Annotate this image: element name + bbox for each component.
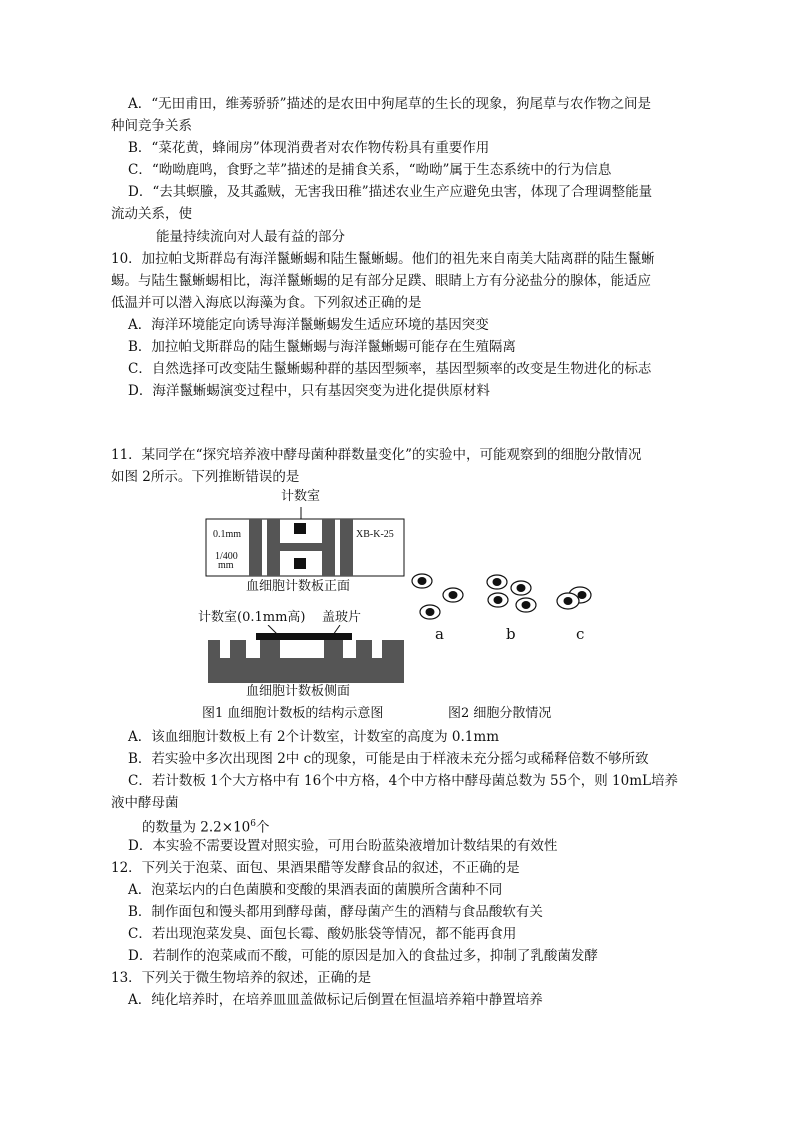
q11-option-c-line3 xyxy=(142,815,270,837)
q9-option-d-line1: D．“去其螟螣，及其蟊贼，无害我田稚”描述农业生产应避免虫害，体现了合理调整能量 xyxy=(128,184,653,200)
q10-option-d: D．海洋鬣蜥蜴演变过程中，只有基因突变为进化提供原材料 xyxy=(128,383,490,399)
q10-option-b: B．加拉帕戈斯群岛的陆生鬣蜥蜴与海洋鬣蜥蜴可能存在生殖隔离 xyxy=(128,339,516,355)
q11-option-c-line2: 液中酵母菌 xyxy=(111,795,179,811)
fig1-area-label-top: 1/400 xyxy=(215,551,238,562)
q9-option-a-line2: 种间竞争关系 xyxy=(111,118,192,134)
q11-option-b: B．若实验中多次出现图 2中 c的现象，可能是由于样液未充分摇匀或稀释倍数不够所致 xyxy=(128,751,649,767)
fig1-model-label: XB-K-25 xyxy=(356,529,394,540)
fig2-cell-diagram xyxy=(408,568,598,628)
q9-option-b: B．“菜花黄，蜂闹房”体现消费者对农作物传粉具有重要作用 xyxy=(128,140,490,156)
q11-option-c-exponent: 6 xyxy=(250,819,256,829)
q11-option-a: A．该血细胞计数板上有 2个计数室，计数室的高度为 0.1mm xyxy=(128,729,499,745)
fig1-side-chamber-label: 计数室(0.1mm高) xyxy=(198,610,306,625)
fig1-front-caption: 血细胞计数板正面 xyxy=(246,579,351,594)
fig1-side-caption: 血细胞计数板侧面 xyxy=(246,684,351,699)
q12-stem: 12．下列关于泡菜、面包、果酒果醋等发酵食品的叙述，不正确的是 xyxy=(111,860,520,876)
q9-option-d-line2: 流动关系，使 xyxy=(111,206,192,222)
fig2-label-c: c xyxy=(576,625,585,643)
q12-option-b: B．制作面包和馒头都用到酵母菌，酵母菌产生的酒精与食品酸软有关 xyxy=(128,904,543,920)
q13-option-a: A．纯化培养时，在培养皿皿盖做标记后倒置在恒温培养箱中静置培养 xyxy=(128,992,543,1008)
cell-group-a xyxy=(412,574,463,619)
q10-stem-line3: 低温并可以潜入海底以海藻为食。下列叙述正确的是 xyxy=(111,295,422,311)
q11-option-c-unit: 个 xyxy=(256,819,270,836)
fig1-caption: 图1 血细胞计数板的结构示意图 xyxy=(202,706,384,721)
fig1-side-diagram xyxy=(208,625,404,683)
q10-option-c: C．自然选择可改变陆生鬣蜥蜴种群的基因型频率，基因型频率的改变是生物进化的标志 xyxy=(128,361,652,377)
q9-option-a-line1: A．“无田甫田，维莠骄骄”描述的是农田中狗尾草的生长的现象，狗尾草与农作物之间是 xyxy=(128,96,652,112)
q12-option-d: D．若制作的泡菜咸而不酸，可能的原因是加入的食盐过多，抑制了乳酸菌发酵 xyxy=(128,948,598,964)
fig1-front-diagram xyxy=(205,505,405,577)
cell-group-b xyxy=(487,575,536,612)
q11-option-c-line1: C．若计数板 1个大方格中有 16个中方格，4个中方格中酵母菌总数为 55个，则 10mL培养 xyxy=(128,773,678,789)
q13-stem: 13．下列关于微生物培养的叙述，正确的是 xyxy=(111,970,372,986)
q10-stem-line2: 蜴。与陆生鬣蜥蜴相比，海洋鬣蜥蜴的足有部分足蹼、眼睛上方有分泌盐分的腺体，能适应 xyxy=(111,273,651,289)
q10-stem-line1: 10．加拉帕戈斯群岛有海洋鬣蜥蜴和陆生鬣蜥蜴。他们的祖先来自南美大陆离群的陆生鬣蜥 xyxy=(111,251,655,267)
q11-option-d: D．本实验不需要设置对照实验，可用台盼蓝染液增加计数结果的有效性 xyxy=(128,838,558,854)
q9-option-c: C．“呦呦鹿鸣，食野之苹”描述的是捕食关系，“呦呦”属于生态系统中的行为信息 xyxy=(128,162,612,178)
fig2-caption: 图2 细胞分散情况 xyxy=(448,706,552,721)
q12-option-c: C．若出现泡菜发臭、面包长霉、酸奶胀袋等情况，都不能再食用 xyxy=(128,926,517,942)
q12-option-a: A．泡菜坛内的白色菌膜和变酸的果酒表面的菌膜所含菌种不同 xyxy=(128,882,503,898)
cell-group-c xyxy=(557,587,591,609)
q11-option-c-value: 的数量为 2.2×10 xyxy=(142,819,251,836)
q11-stem-line2: 如图 2所示。下列推断错误的是 xyxy=(111,469,300,485)
fig2-label-a: a xyxy=(435,625,444,643)
fig1-chamber-label: 计数室 xyxy=(281,489,321,504)
fig1-coverslip-label: 盖玻片 xyxy=(322,610,362,625)
fig2-label-b: b xyxy=(506,625,516,643)
fig1-depth-label: 0.1mm xyxy=(213,529,242,540)
q11-stem-line1: 11．某同学在“探究培养液中酵母菌种群数量变化”的实验中，可能观察到的细胞分散情况 xyxy=(111,447,642,463)
q10-option-a: A．海洋环境能定向诱导海洋鬣蜥蜴发生适应环境的基因突变 xyxy=(128,317,489,333)
q9-option-d-line3: 能量持续流向对人最有益的部分 xyxy=(156,229,345,245)
fig1-area-label-bottom: mm xyxy=(218,560,234,571)
